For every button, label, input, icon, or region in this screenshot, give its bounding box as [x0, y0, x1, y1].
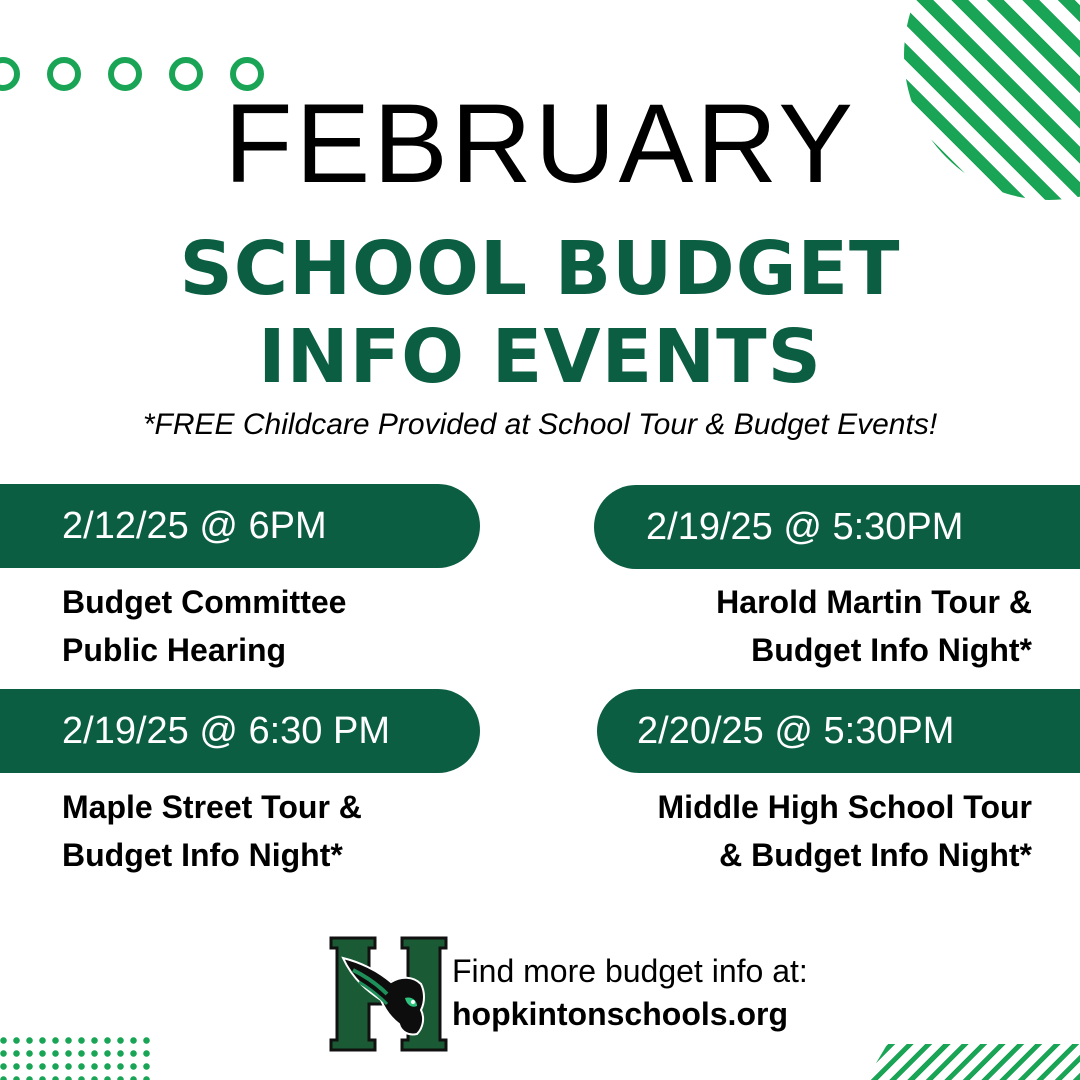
striped-bar-decoration — [866, 1044, 1080, 1080]
event-datetime-pill — [0, 484, 480, 568]
event-title — [62, 783, 362, 879]
event-datetime: 2/19/25 @ 6:30 PM — [62, 710, 390, 752]
event-datetime: 2/12/25 @ 6PM — [62, 505, 327, 547]
hopkinton-logo — [329, 936, 448, 1052]
event-title-line: Middle High School Tour — [657, 789, 1032, 825]
event-title-line: Budget Info Night* — [62, 837, 343, 873]
month-title: FEBRUARY — [224, 81, 856, 206]
event-datetime-pill — [0, 689, 480, 773]
footer-label: Find more budget info at: — [452, 953, 808, 989]
headline-line-2: INFO EVENTS — [258, 314, 822, 400]
ring-icon — [169, 57, 203, 91]
ring-icon — [0, 57, 20, 91]
event-title-line: Budget Info Night* — [751, 632, 1032, 668]
childcare-note: *FREE Childcare Provided at School Tour & Budget Events! — [142, 408, 938, 441]
event-datetime: 2/19/25 @ 5:30PM — [646, 506, 964, 548]
h-hawk-logo-icon — [329, 936, 448, 1052]
website-link[interactable]: hopkintonschools.org — [452, 996, 788, 1032]
event-datetime-pill — [597, 689, 1080, 773]
event-title-line: Budget Committee — [62, 584, 347, 620]
ring-icon — [108, 57, 142, 91]
dot-grid-decoration — [0, 1034, 152, 1080]
headline-line-1: SCHOOL BUDGET — [179, 226, 901, 312]
event-title — [658, 783, 1032, 879]
event-title-line: & Budget Info Night* — [719, 837, 1032, 873]
event-title-line: Maple Street Tour & — [62, 789, 362, 825]
event-title-line: Harold Martin Tour & — [716, 584, 1032, 620]
event-title-line: Public Hearing — [62, 632, 287, 668]
event-datetime: 2/20/25 @ 5:30PM — [637, 710, 955, 752]
event-title — [716, 578, 1032, 674]
event-title — [62, 578, 346, 674]
event-datetime-pill — [594, 485, 1080, 569]
ring-icon — [47, 57, 81, 91]
